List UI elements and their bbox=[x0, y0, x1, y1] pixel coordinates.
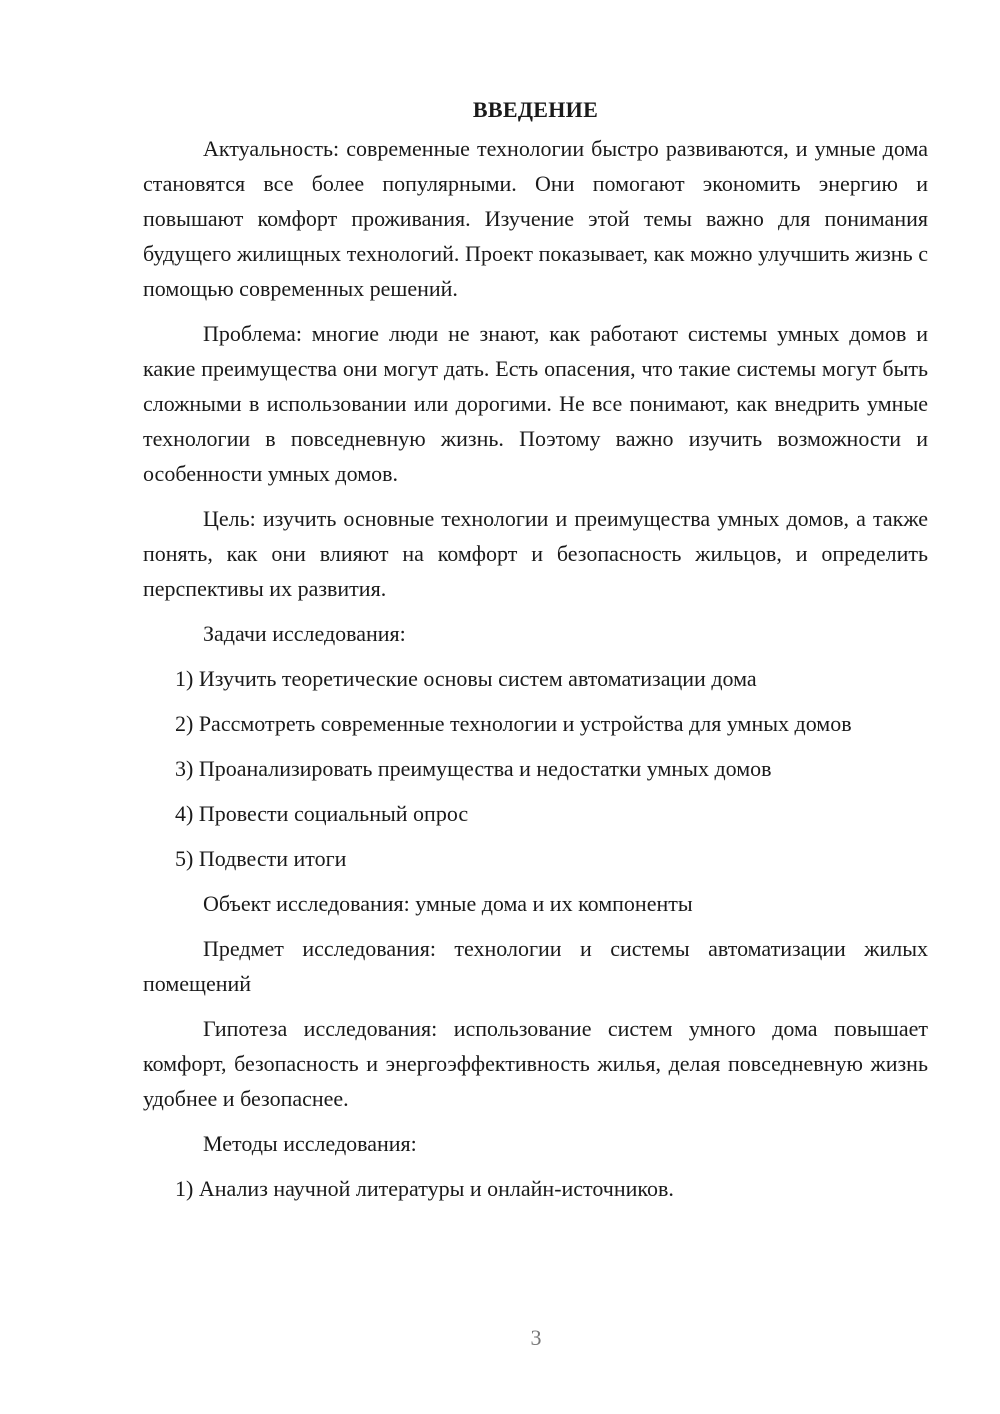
task-item: 2) Рассмотреть современные технологии и устройства для умных домов bbox=[175, 711, 852, 736]
document-page bbox=[143, 92, 928, 1216]
research-hypothesis: Гипотеза исследования: использование систем умного дома повышает комфорт, безопасность и энергоэффективность жилья, делая повседневную жизнь удобнее и безопаснее. bbox=[143, 1016, 928, 1111]
relevance-paragraph: Актуальность: современные технологии быстро развиваются, и умные дома становятся все более популярными. Они помогают экономить энергию и повышают комфорт проживания. Изучение этой темы важно для понимания будущего жилищных технологий. Проект показывает, как можно улучшить жизнь с помощью современных решений. bbox=[143, 136, 928, 301]
research-subject: Предмет исследования: технологии и системы автоматизации жилых помещений bbox=[143, 936, 928, 996]
task-item: 4) Провести социальный опрос bbox=[175, 801, 469, 826]
problem-paragraph: Проблема: многие люди не знают, как работают системы умных домов и какие преимущества они могут дать. Есть опасения, что такие системы могут быть сложными в использовании или дорогими. Не все понимают, как внедрить умные технологии в повседневную жизнь. Поэтому важно изучить возможности и особенности умных домов. bbox=[143, 321, 928, 486]
task-item: 3) Проанализировать преимущества и недостатки умных домов bbox=[175, 756, 772, 781]
research-object: Объект исследования: умные дома и их компоненты bbox=[203, 891, 693, 916]
tasks-label: Задачи исследования: bbox=[203, 621, 406, 646]
method-item: 1) Анализ научной литературы и онлайн-источников. bbox=[175, 1176, 674, 1201]
page-number: 3 bbox=[530, 1325, 542, 1350]
task-item: 5) Подвести итоги bbox=[175, 846, 347, 871]
task-item: 1) Изучить теоретические основы систем автоматизации дома bbox=[175, 666, 757, 691]
methods-label: Методы исследования: bbox=[203, 1131, 417, 1156]
section-heading: ВВЕДЕНИЕ bbox=[472, 97, 599, 122]
goal-paragraph: Цель: изучить основные технологии и преимущества умных домов, а также понять, как они влияют на комфорт и безопасность жильцов, и определить перспективы их развития. bbox=[143, 506, 928, 601]
